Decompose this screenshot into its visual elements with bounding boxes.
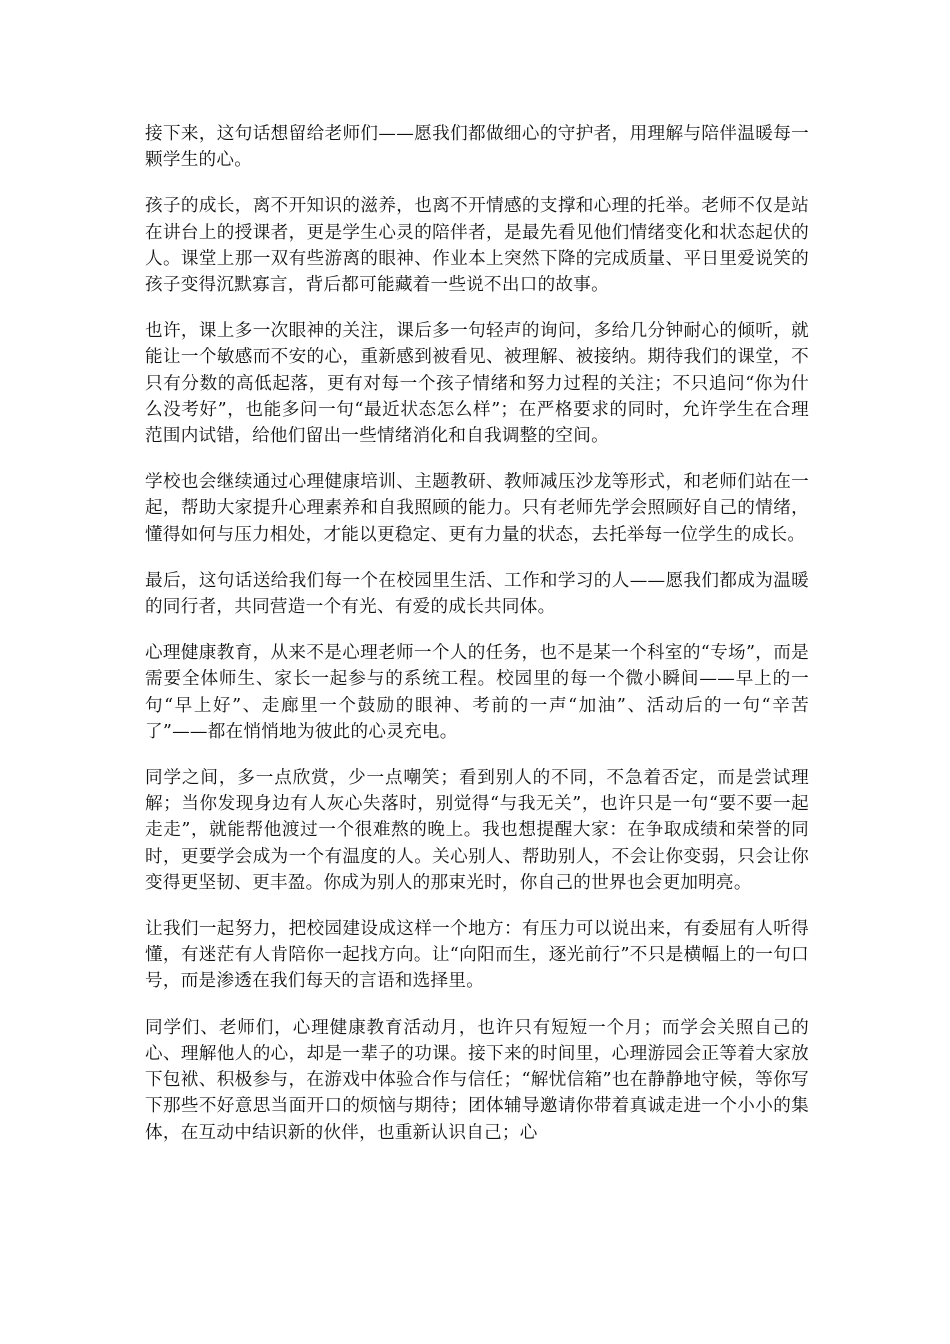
- paragraph-1: 接下来，这句话想留给老师们——愿我们都做细心的守护者，用理解与陪伴温暖每一颗学生的心。: [145, 124, 809, 171]
- paragraph-7: 同学之间，多一点欣赏，少一点嘲笑；看到别人的不同，不急着否定，而是尝试理解；当你发现身边有人灰心失落时，别觉得“与我无关”，也许只是一句“要不要一起走走”，就能帮他渡过一个很难熬的晚上。我也想提醒大家：在争取成绩和荣誉的同时，更要学会成为一个有温度的人。关心别人、帮助别人，不会让你变弱，只会让你变得更坚韧、更丰盈。你成为别人的那束光时，你自己的世界也会更加明亮。: [145, 768, 809, 893]
- paragraph-9: 同学们、老师们，心理健康教育活动月，也许只有短短一个月；而学会关照自己的心、理解他人的心，却是一辈子的功课。接下来的时间里，心理游园会正等着大家放下包袱、积极参与，在游戏中体验合作与信任；“解忧信箱”也在静静地守候，等你写下那些不好意思当面开口的烦恼与期待；团体辅导邀请你带着真诚走进一个小小的集体，在互动中结识新的伙伴，也重新认识自己；心: [145, 1017, 809, 1143]
- document-body: [145, 121, 809, 1166]
- paragraph-2: 孩子的成长，离不开知识的滋养，也离不开情感的支撑和心理的托举。老师不仅是站在讲台上的授课者，更是学生心灵的陪伴者，是最先看见他们情绪变化和状态起伏的人。课堂上那一双有些游离的眼神、作业本上突然下降的完成质量、平日里爱说笑的孩子变得沉默寡言，背后都可能藏着一些说不出口的故事。: [145, 196, 809, 296]
- paragraph-6: 心理健康教育，从来不是心理老师一个人的任务，也不是某一个科室的“专场”，而是需要全体师生、家长一起参与的系统工程。校园里的每一个微小瞬间——早上的一句“早上好”、走廊里一个鼓励的眼神、考前的一声“加油”、活动后的一句“辛苦了”——都在悄悄地为彼此的心灵充电。: [145, 643, 809, 742]
- paragraph-5: 最后，这句话送给我们每一个在校园里生活、工作和学习的人——愿我们都成为温暖的同行者，共同营造一个有光、有爱的成长共同体。: [145, 570, 809, 618]
- paragraph-4: 学校也会继续通过心理健康培训、主题教研、教师减压沙龙等形式，和老师们站在一起，帮助大家提升心理素养和自我照顾的能力。只有老师先学会照顾好自己的情绪，懂得如何与压力相处，才能以更稳定、更有力量的状态，去托举每一位学生的成长。: [145, 472, 809, 545]
- paragraph-3: 也许，课上多一次眼神的关注，课后多一句轻声的询问，多给几分钟耐心的倾听，就能让一个敏感而不安的心，重新感到被看见、被理解、被接纳。期待我们的课堂，不只有分数的高低起落，更有对每一个孩子情绪和努力过程的关注；不只追问“你为什么没考好”，也能多问一句“最近状态怎么样”；在严格要求的同时，允许学生在合理范围内试错，给他们留出一些情绪消化和自我调整的空间。: [145, 321, 809, 447]
- paragraph-8: 让我们一起努力，把校园建设成这样一个地方：有压力可以说出来，有委屈有人听得懂，有迷茫有人肯陪你一起找方向。让“向阳而生，逐光前行”不只是横幅上的一句口号，而是渗透在我们每天的言语和选择里。: [145, 919, 809, 992]
